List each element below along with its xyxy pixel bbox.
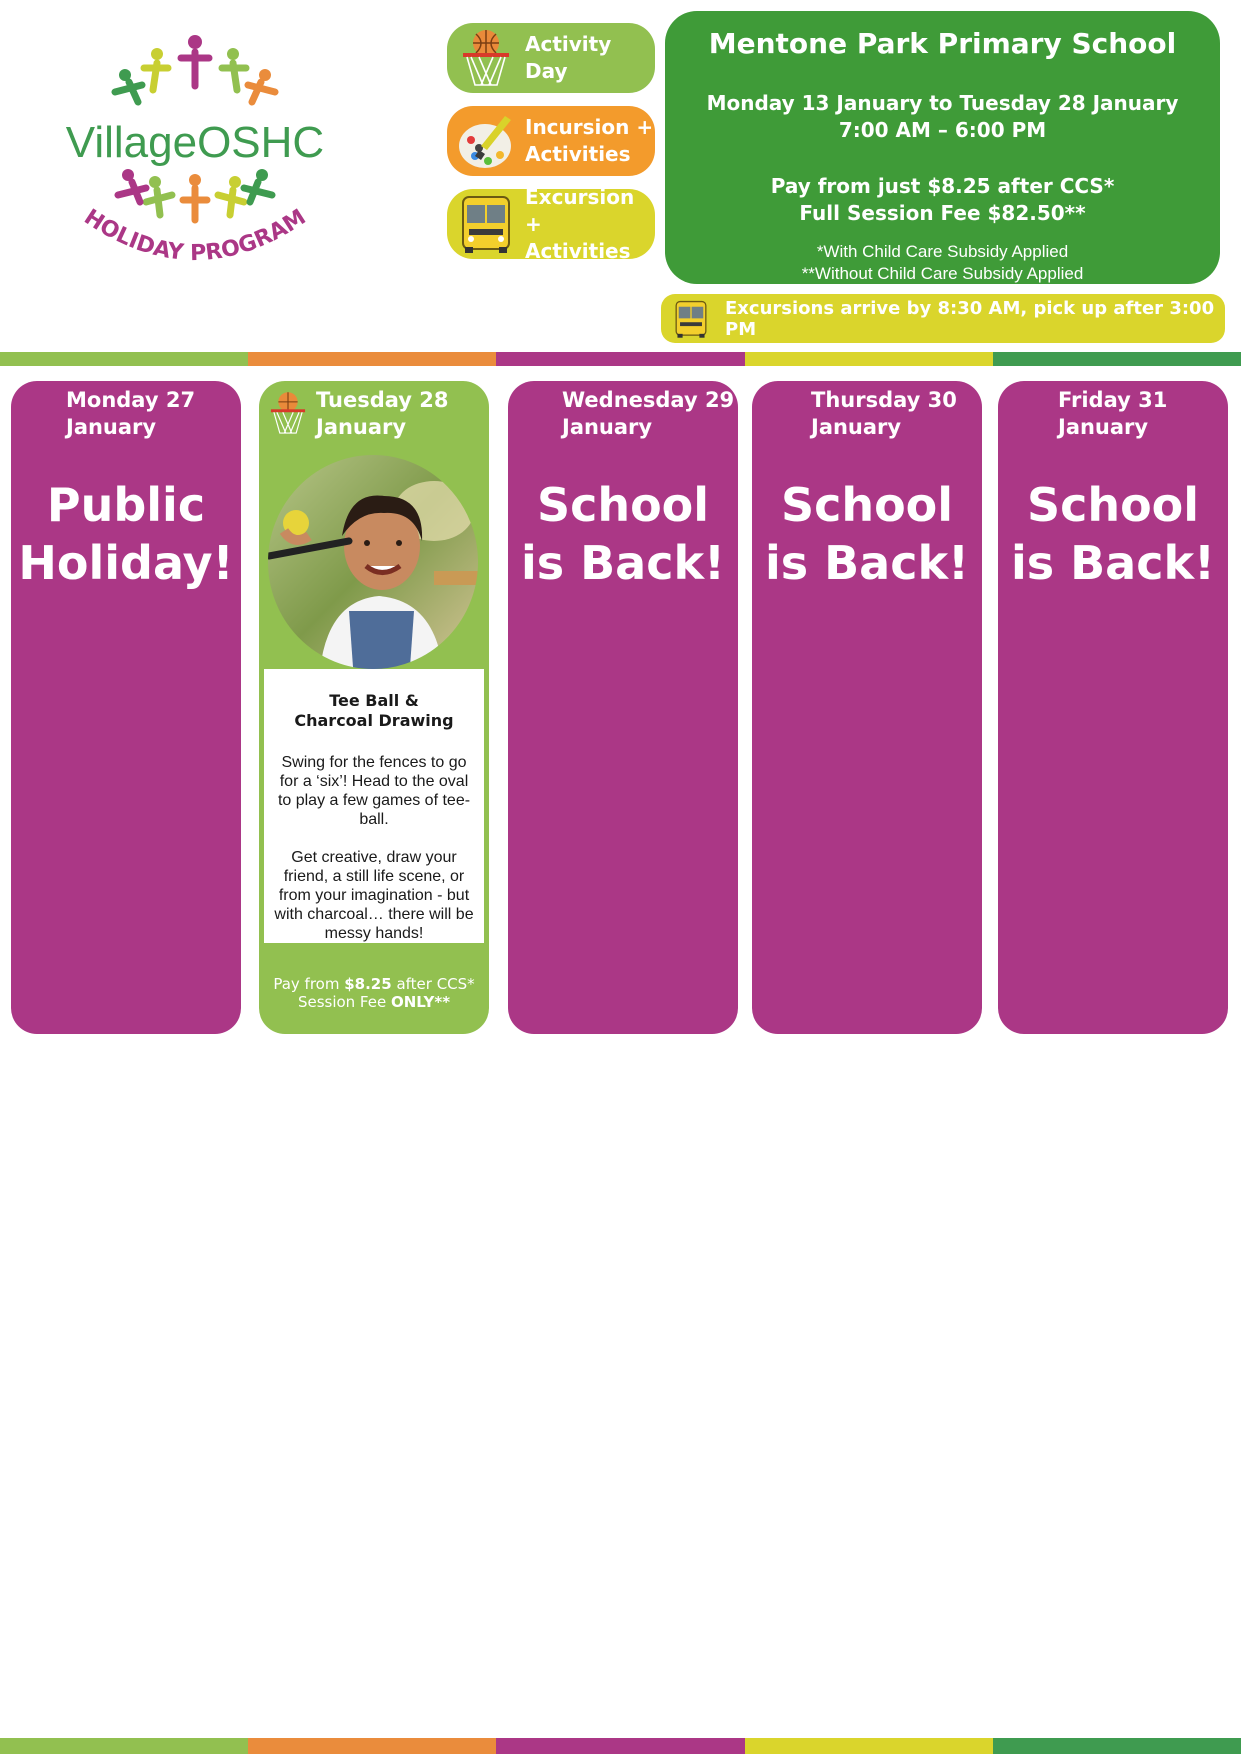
program-hours: 7:00 AM – 6:00 PM bbox=[838, 118, 1047, 142]
session-prefix: Session Fee bbox=[297, 993, 391, 1011]
day-column-tuesday bbox=[259, 381, 489, 1034]
activity-title: Tee Ball & Charcoal Drawing bbox=[294, 691, 454, 730]
day-heading: Tuesday 28 January bbox=[316, 388, 449, 439]
excursion-banner bbox=[661, 294, 1225, 343]
day-heading: Thursday 30 January bbox=[811, 388, 957, 439]
basketball-hoop-icon bbox=[455, 27, 517, 89]
day-status: School is Back! bbox=[520, 478, 726, 590]
color-band-segment bbox=[993, 352, 1241, 366]
day-heading: Wednesday 29 January bbox=[562, 388, 735, 439]
excursion-times: Excursions arrive by 8:30 AM, pick up after 3:00 PM bbox=[725, 297, 1215, 340]
school-info-panel bbox=[665, 11, 1220, 284]
no-ccs-note: **Without Child Care Subsidy Applied bbox=[801, 264, 1084, 283]
day-heading: Monday 27 January bbox=[66, 388, 196, 439]
activity-photo bbox=[264, 451, 482, 673]
day-column-wednesday bbox=[508, 381, 738, 1034]
fee-prefix: Pay from bbox=[273, 975, 345, 993]
color-band-segment bbox=[248, 1738, 496, 1754]
logo-tagline-text: HOLIDAY PROGRAM bbox=[79, 204, 311, 267]
pay-from-price: Pay from just $8.25 after CCS* bbox=[770, 174, 1115, 198]
program-dates: Monday 13 January to Tuesday 28 January bbox=[706, 91, 1179, 115]
color-band-segment bbox=[745, 1738, 993, 1754]
day-column-monday bbox=[11, 381, 241, 1034]
fee-suffix: after CCS* bbox=[391, 975, 475, 993]
color-band-segment bbox=[496, 352, 744, 366]
color-band-segment bbox=[248, 352, 496, 366]
legend-excursion-activities bbox=[447, 184, 655, 263]
paint-palette-icon bbox=[455, 110, 517, 172]
basketball-hoop-icon bbox=[265, 387, 311, 439]
ccs-note: *With Child Care Subsidy Applied bbox=[816, 242, 1069, 261]
logo-graphic bbox=[60, 30, 330, 280]
villageoshc-logo bbox=[60, 30, 330, 280]
school-bus-icon bbox=[671, 299, 711, 339]
color-band-segment bbox=[745, 352, 993, 366]
day-status: Public Holiday! bbox=[18, 478, 234, 590]
color-band-segment bbox=[0, 352, 248, 366]
day-heading: Friday 31 January bbox=[1058, 388, 1168, 439]
legend-activity-day bbox=[447, 23, 655, 93]
legend-incursion-activities bbox=[447, 106, 655, 176]
session-note: ONLY** bbox=[390, 993, 451, 1011]
activity-fee bbox=[259, 975, 489, 1011]
legend-label: Incursion + Activities bbox=[525, 115, 654, 166]
legend-label: Excursion + Activities bbox=[525, 184, 635, 263]
school-bus-icon bbox=[455, 193, 517, 255]
color-band-segment bbox=[993, 1738, 1241, 1754]
day-column-thursday bbox=[752, 381, 982, 1034]
day-status: School is Back! bbox=[1010, 478, 1216, 590]
legend-label: Activity Day bbox=[525, 32, 612, 83]
activity-description: Get creative, draw your friend, a still life scene, or from your imagination - but with charcoal… there will be messy hands! bbox=[274, 849, 474, 942]
day-column-friday bbox=[998, 381, 1228, 1034]
school-name: Mentone Park Primary School bbox=[708, 27, 1177, 60]
day-status: School is Back! bbox=[764, 478, 970, 590]
activity-description: Swing for the fences to go for a ‘six’! Head to the oval to play a few games of tee-ball. bbox=[277, 754, 471, 828]
activity-details bbox=[264, 669, 484, 943]
color-band-segment bbox=[496, 1738, 744, 1754]
full-session-fee: Full Session Fee $82.50** bbox=[799, 201, 1086, 225]
fee-amount: $8.25 bbox=[344, 975, 392, 993]
color-band-segment bbox=[0, 1738, 248, 1754]
logo-brand-text: VillageOSHC bbox=[65, 118, 325, 167]
